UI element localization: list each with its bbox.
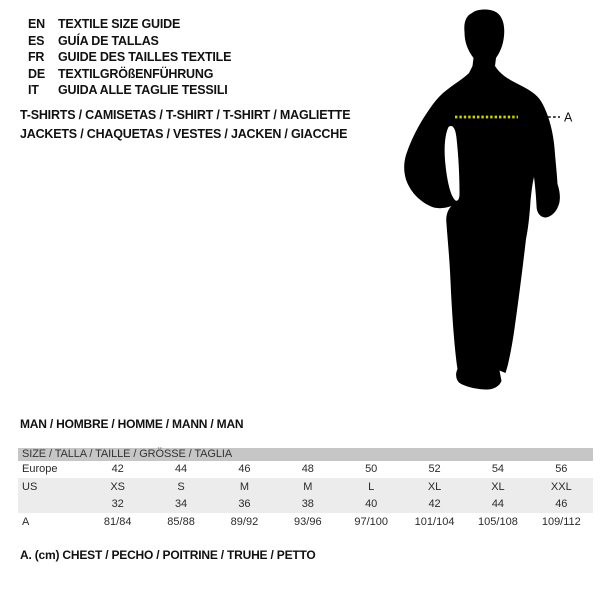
- cell: 56: [555, 463, 568, 476]
- lang-row-fr: [28, 49, 231, 66]
- row-label: Europe: [22, 463, 58, 476]
- lang-code: DE: [28, 66, 45, 81]
- cell: 44: [491, 498, 505, 511]
- cell: 38: [301, 498, 314, 511]
- cell: XL: [491, 480, 505, 493]
- cell: XS: [110, 480, 126, 493]
- cell: 97/100: [354, 515, 389, 528]
- language-legend: [28, 16, 231, 99]
- cell: 46: [238, 463, 251, 476]
- measure-label-a: A: [564, 110, 573, 125]
- category-jackets: JACKETS / CHAQUETAS / VESTES / JACKEN / GIACCHE: [20, 126, 348, 141]
- lang-label: GUÍA DE TALLAS: [58, 33, 159, 48]
- table-row-us: [18, 478, 593, 496]
- garment-categories: [20, 106, 350, 143]
- cell: 42: [111, 463, 124, 476]
- man-silhouette-figure: [402, 5, 580, 395]
- lang-row-it: [28, 82, 231, 99]
- cell: S: [177, 480, 185, 493]
- size-table: [18, 448, 593, 531]
- lang-label: GUIDA ALLE TAGLIE TESSILI: [58, 83, 228, 98]
- table-row-chest: [18, 513, 593, 531]
- cell: L: [368, 480, 375, 493]
- cell: 105/108: [478, 515, 518, 528]
- man-figure: [402, 5, 580, 395]
- cell: 32: [111, 498, 124, 511]
- lang-label: GUIDE DES TAILLES TEXTILE: [58, 50, 232, 65]
- cell: 54: [491, 463, 505, 476]
- lang-row-es: [28, 33, 231, 50]
- lang-label: TEXTILE SIZE GUIDE: [58, 17, 181, 31]
- measurement-footnote: A. (cm) CHEST / PECHO / POITRINE / TRUHE / PETTO: [20, 548, 316, 562]
- lang-code: ES: [28, 33, 45, 48]
- cell: 109/112: [541, 515, 581, 528]
- cell: XL: [427, 480, 442, 493]
- cell: 36: [238, 498, 251, 511]
- row-label: US: [22, 480, 38, 493]
- cell: M: [303, 480, 313, 493]
- lang-code: EN: [28, 17, 45, 31]
- cell: 44: [174, 463, 188, 476]
- cell: 93/96: [294, 515, 322, 528]
- category-tshirts: T-SHIRTS / CAMISETAS / T-SHIRT / T-SHIRT / MAGLIETTE: [20, 108, 351, 122]
- lang-row-de: [28, 66, 231, 83]
- gender-heading: MAN / HOMBRE / HOMME / MANN / MAN: [20, 417, 244, 431]
- lang-code: IT: [28, 83, 39, 98]
- row-label: A: [22, 515, 30, 528]
- cell: 101/104: [414, 515, 455, 528]
- lang-row-en: [28, 16, 231, 33]
- cell: 89/92: [230, 515, 259, 528]
- cell: 46: [555, 498, 568, 511]
- table-row-us-numeric: [18, 496, 593, 514]
- cell: 34: [174, 498, 188, 511]
- lang-label: TEXTILGRÖßENFÜHRUNG: [58, 66, 214, 81]
- cell: 50: [365, 463, 378, 476]
- cell: 48: [301, 463, 314, 476]
- man-silhouette-path: [404, 10, 560, 390]
- cell: 52: [428, 463, 441, 476]
- lang-code: FR: [28, 50, 45, 65]
- cell: 85/88: [167, 515, 195, 528]
- size-table-header: SIZE / TALLA / TAILLE / GRÖSSE / TAGLIA: [18, 448, 593, 461]
- table-row-europe: [18, 461, 593, 479]
- cell: XXL: [550, 480, 572, 493]
- cell: 81/84: [103, 515, 132, 528]
- cell: 42: [428, 498, 441, 511]
- cell: M: [239, 480, 250, 493]
- cell: 40: [365, 498, 378, 511]
